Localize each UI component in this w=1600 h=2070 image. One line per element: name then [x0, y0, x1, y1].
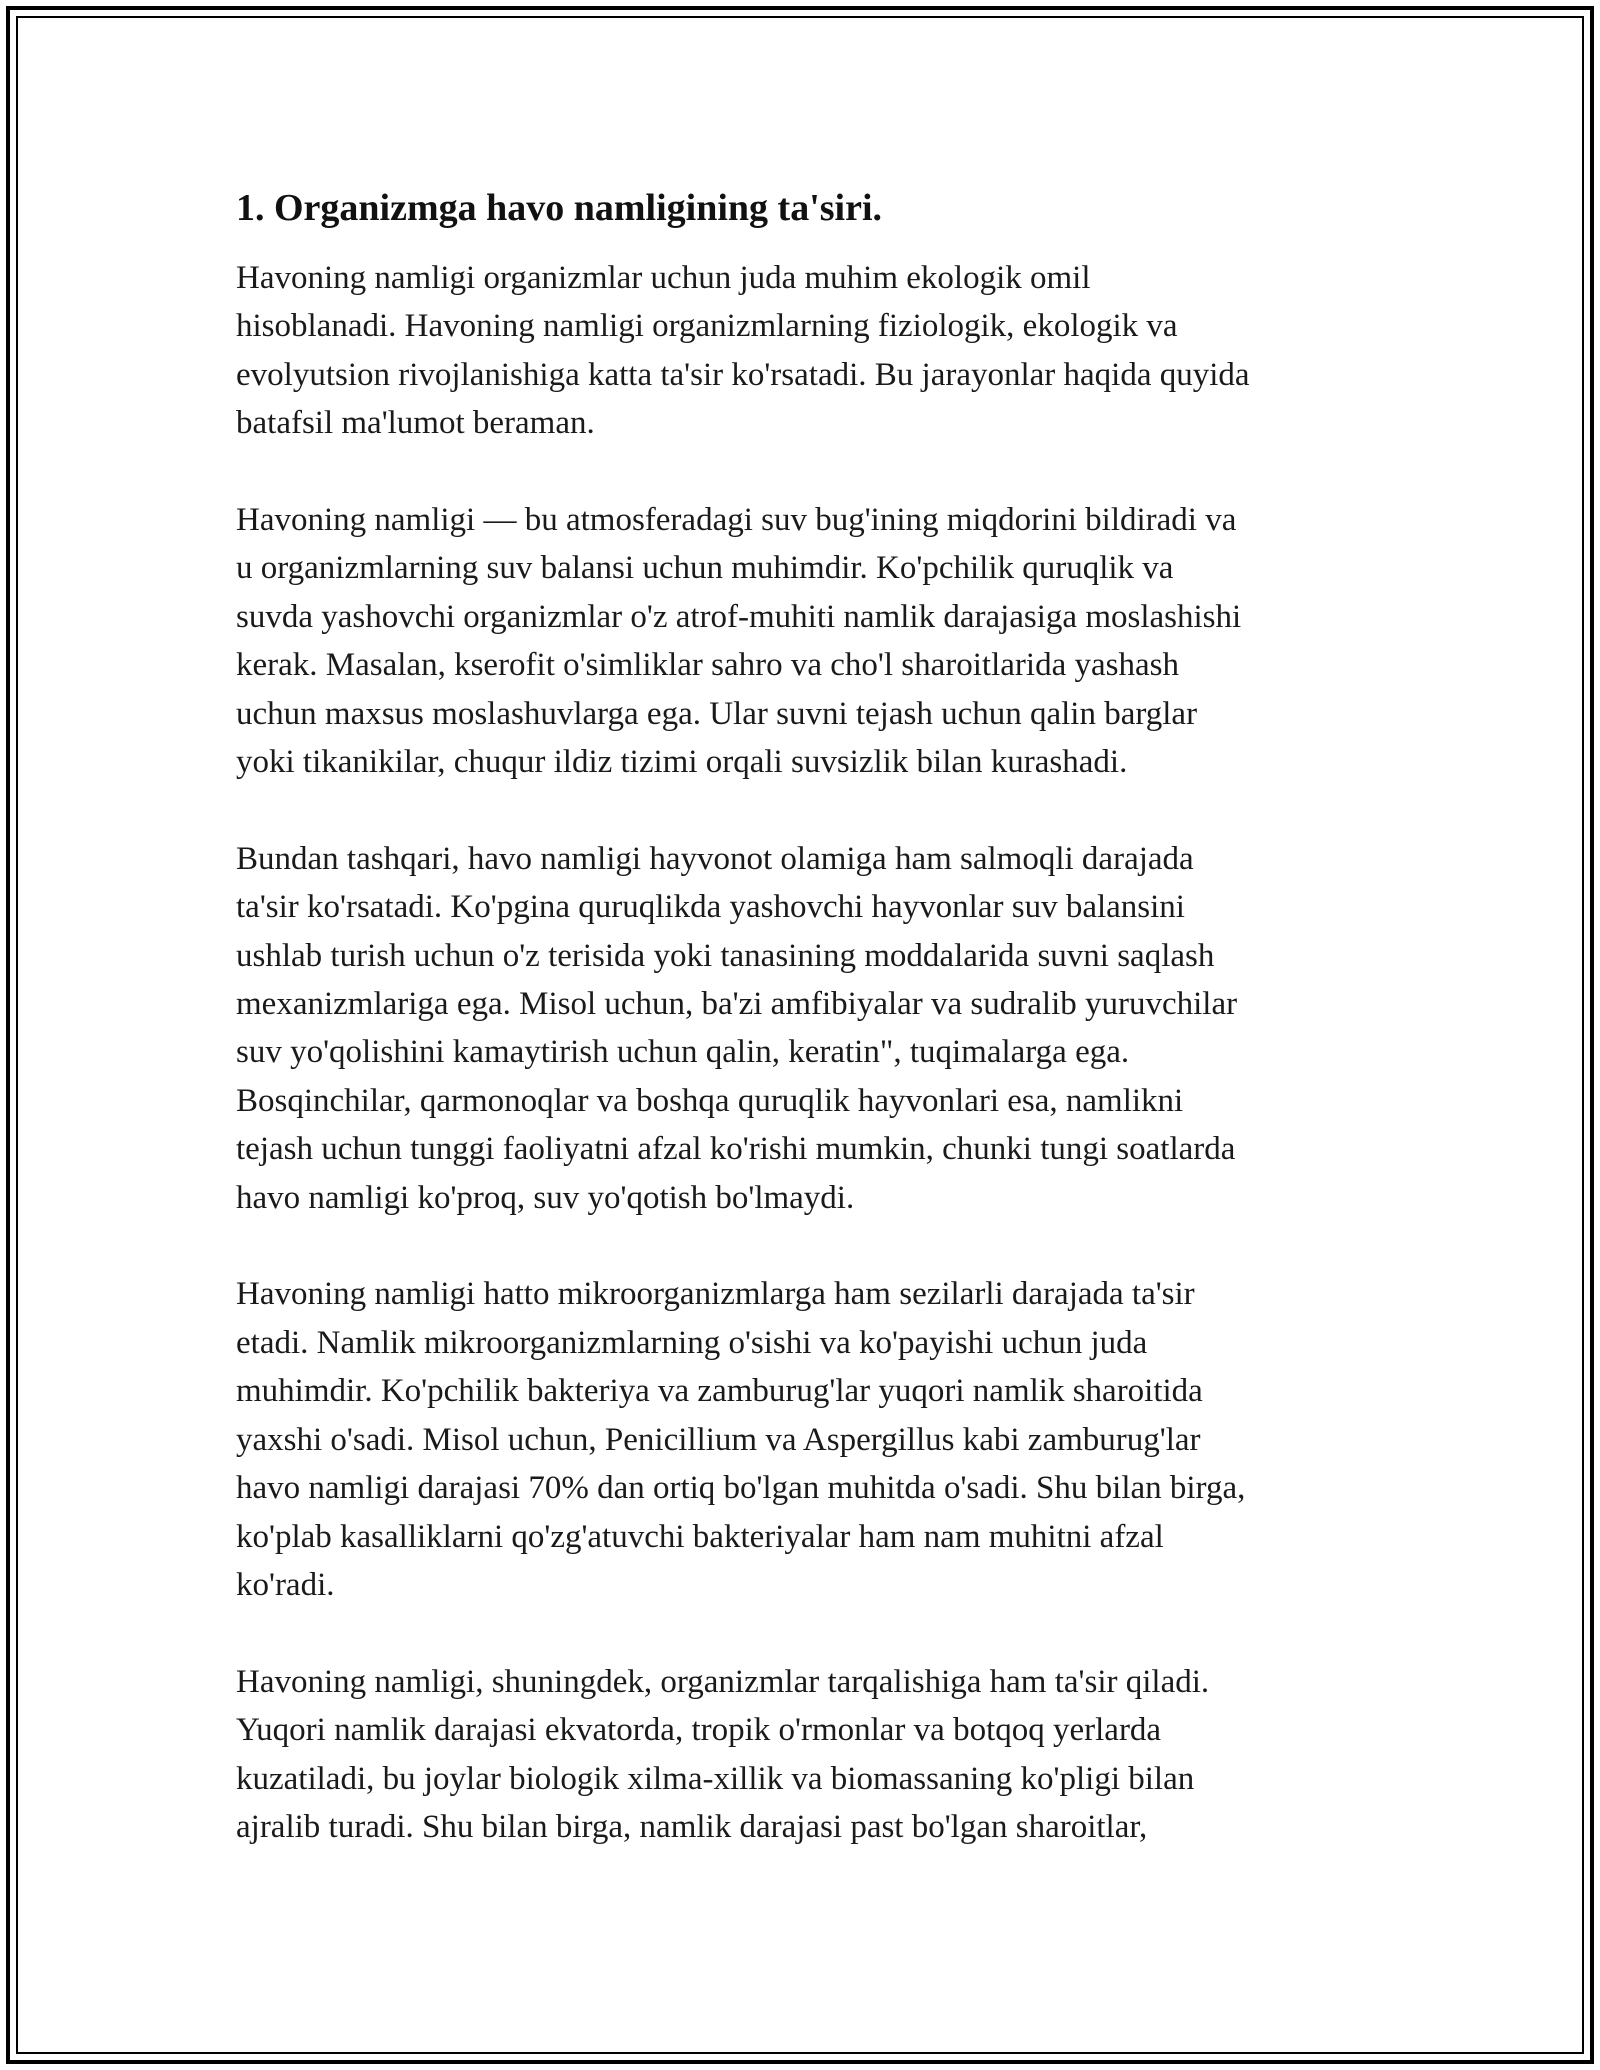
document-body [236, 184, 1366, 1851]
section-heading: 1. Organizmga havo namligining ta'siri. [236, 187, 883, 229]
paragraph-water-balance: Havoning namligi — bu atmosferadagi suv bug'ining miqdorini bildiradi va u organizmlarning suv balansi uchun muhimdir. Ko'pchilik quruqlik va suvda yashovchi organizmlar o'z atrof-muhiti namlik darajasiga moslashishi kerak. Masalan, kserofit o'simliklar sahro va cho'l sharoitlarida yashash uchun maxsus moslashuvlarga ega. Ular suvni tejash uchun qalin barglar yoki tikanikilar, chuqur ildiz tizimi orqali suvsizlik bilan kurashadi. [236, 502, 1242, 781]
paragraph-distribution: Havoning namligi, shuningdek, organizmlar tarqalishiga ham ta'sir qiladi. Yuqori namlik darajasi ekvatorda, tropik o'rmonlar va botqoq yerlarda kuzatiladi, bu joylar biologik xilma-xillik va biomassaning ko'pligi bilan ajralib turadi. Shu bilan birga, namlik darajasi past bo'lgan sharoitlar, [236, 1663, 1210, 1845]
paragraph-intro: Havoning namligi organizmlar uchun juda muhim ekologik omil hisoblanadi. Havoning namligi organizmlarning fiziologik, ekologik va evolyutsion rivojlanishiga katta ta'sir ko'rsatadi. Bu jarayonlar haqida quyida batafsil ma'lumot beraman. [236, 260, 1250, 442]
paragraph-microorganisms: Havoning namligi hatto mikroorganizmlarga ham sezilarli darajada ta'sir etadi. Namlik mikroorganizmlarning o'sishi va ko'payishi uchun juda muhimdir. Ko'pchilik bakteriya va zamburug'lar yuqori namlik sharoitida yaxshi o'sadi. Misol uchun, Penicillium va Aspergillus kabi zamburug'lar havo namligi darajasi 70% dan ortiq bo'lgan muhitda o'sadi. Shu bilan birga, ko'plab kasalliklarni qo'zg'atuvchi bakteriyalar ham nam muhitni afzal ko'radi. [236, 1276, 1246, 1603]
paragraph-animals: Bundan tashqari, havo namligi hayvonot olamiga ham salmoqli darajada ta'sir ko'rsatadi. Ko'pgina quruqlikda yashovchi hayvonlar suv balansini ushlab turish uchun o'z terisida yoki tanasining moddalarida suvni saqlash mexanizmlariga ega. Misol uchun, ba'zi amfibiyalar va sudralib yuruvchilar suv yo'qolishini kamaytirish uchun qalin, keratin", tuqimalarga ega. Bosqinchilar, qarmonoqlar va boshqa quruqlik hayvonlari esa, namlikni tejash uchun tunggi faoliyatni afzal ko'rishi mumkin, chunki tungi soatlarda havo namligi ko'proq, suv yo'qotish bo'lmaydi. [236, 840, 1238, 1216]
